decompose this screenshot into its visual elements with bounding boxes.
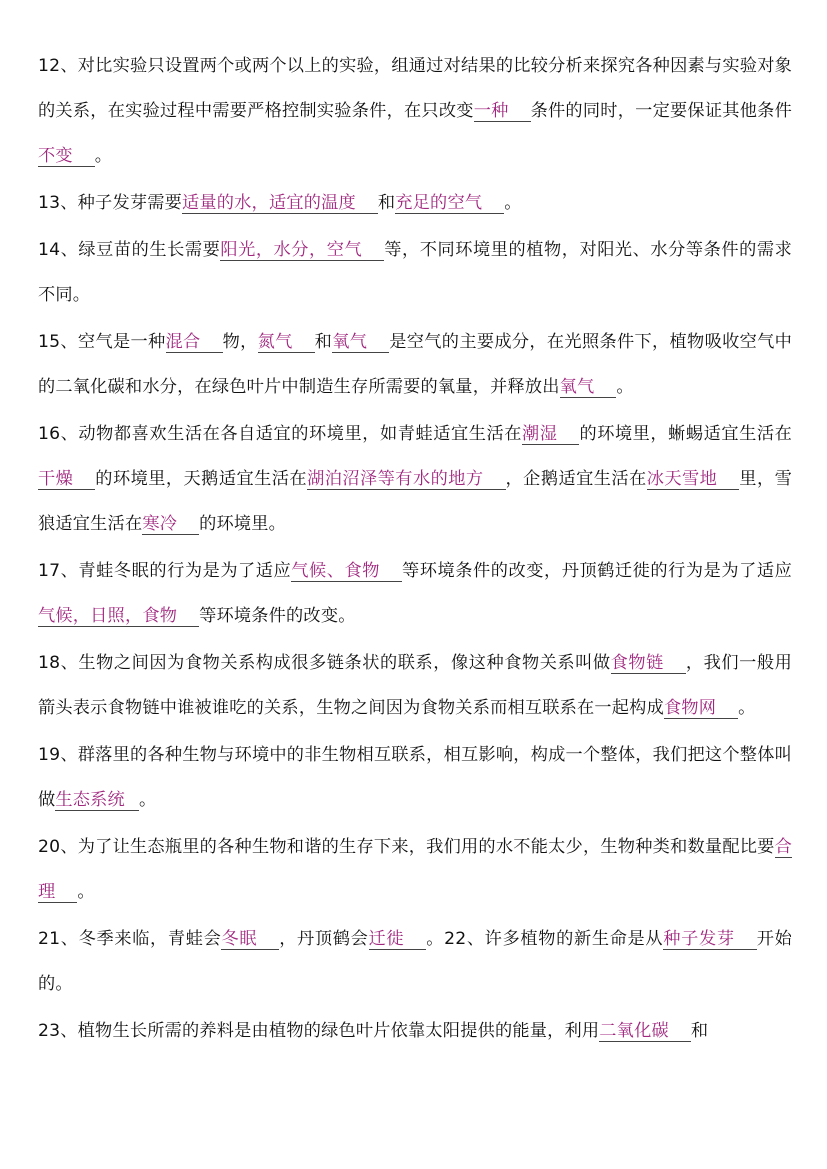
question-14 — [38, 228, 792, 318]
answer-blank: 不变 — [38, 146, 95, 167]
question-text: 。22、许多植物的新生命是从 — [426, 929, 664, 949]
question-20 — [38, 825, 792, 915]
question-number: 12 — [38, 56, 61, 76]
answer-blank: 氮气 — [258, 332, 315, 353]
answer-blank: 一种 — [474, 101, 531, 122]
question-text: 、绿豆苗的生长需要 — [60, 240, 221, 260]
answer-blank: 二氧化碳 — [599, 1021, 691, 1042]
question-number: 19 — [38, 745, 61, 765]
answer-blank: 种子发芽 — [663, 929, 756, 950]
question-text: 等环境条件的改变。 — [199, 606, 356, 626]
question-text: 、对比实验只设置两个或两个以上的实验，组通过对结果的比较分析来探究各种因素与实验对象的关系，在实验过程中需要严格控制实验条件，在只改变 — [38, 56, 792, 121]
question-text: 和 — [314, 332, 333, 352]
question-text: 、动物都喜欢生活在各自适宜的环境里，如青蛙适宜生活在 — [60, 424, 522, 444]
question-text: 。 — [504, 193, 522, 213]
answer-blank: 气候、食物 — [291, 561, 402, 582]
question-text: 等，不同环境里的植物，对阳光、水分等条件的需求不同。 — [38, 240, 792, 305]
answer-blank: 迁徙 — [369, 929, 427, 950]
answer-blank: 潮湿 — [522, 424, 580, 445]
question-text: ，企鹅适宜生活在 — [505, 469, 647, 489]
question-text: 、生物之间因为食物关系构成很多链条状的联系，像这种食物关系叫做 — [60, 653, 611, 673]
question-number: 20 — [38, 837, 61, 857]
answer-blank: 适量的水，适宜的温度 — [182, 193, 378, 214]
question-number: 15 — [38, 332, 61, 352]
question-text: 的环境里，天鹅适宜生活在 — [95, 469, 308, 489]
question-text: 、青蛙冬眠的行为是为了适应 — [60, 561, 292, 581]
question-16 — [38, 412, 792, 547]
question-text: 和 — [377, 193, 396, 213]
answer-blank: 氧气 — [332, 332, 389, 353]
answer-blank: 气候，日照，食物 — [38, 606, 199, 627]
answer-blank: 干燥 — [38, 469, 95, 490]
question-text: 和 — [690, 1021, 709, 1041]
question-text: 是空气的主要成分，在光照条件下，植物吸收空气中的二氧化碳和水分，在绿色叶片中制造生存所需要的氧量，并释放出 — [38, 332, 793, 397]
question-text: ，我们一般用箭头表示食物链中谁被谁吃的关系，生物之间因为食物关系而相互联系在一起构成 — [38, 653, 793, 718]
answer-blank: 合理 — [38, 837, 792, 902]
question-text: 。 — [616, 377, 634, 397]
answer-blank: 寒冷 — [142, 514, 199, 535]
question-text: 的环境里，蜥蜴适宜生活在 — [579, 424, 793, 444]
question-19 — [38, 733, 792, 823]
question-21 — [38, 917, 792, 1007]
document-page — [38, 44, 792, 1056]
question-12 — [38, 44, 792, 179]
question-number: 17 — [38, 561, 61, 581]
question-text: 、空气是一种 — [60, 332, 166, 352]
question-text: 。 — [94, 146, 113, 166]
question-text: ，丹顶鹤会 — [279, 929, 369, 949]
answer-blank: 氧气 — [560, 377, 617, 398]
question-15 — [38, 320, 792, 410]
question-text: 。 — [138, 790, 157, 810]
question-text: 、为了让生态瓶里的各种生物和谐的生存下来，我们用的水不能太少，生物种类和数量配比要 — [60, 837, 775, 857]
question-18 — [38, 641, 792, 731]
question-number: 18 — [38, 653, 61, 673]
question-text: 。 — [738, 698, 756, 718]
question-text: 开始的。 — [38, 929, 792, 994]
question-text: 、植物生长所需的养料是由植物的绿色叶片依靠太阳提供的能量，利用 — [60, 1021, 600, 1041]
answer-blank: 食物网 — [664, 698, 738, 719]
answer-blank: 冬眠 — [221, 929, 279, 950]
question-text: 里，雪狼适宜生活在 — [38, 469, 792, 534]
question-17 — [38, 549, 792, 639]
question-number: 21 — [38, 929, 61, 949]
question-number: 13 — [38, 193, 61, 213]
question-number: 23 — [38, 1021, 61, 1041]
question-text: 、冬季来临，青蛙会 — [60, 929, 222, 949]
question-text: 、群落里的各种生物与环境中的非生物相互联系，相互影响，构成一个整体，我们把这个整体叫做 — [38, 745, 792, 810]
question-text: 、种子发芽需要 — [60, 193, 182, 213]
question-text: 等环境条件的改变，丹顶鹤迁徙的行为是为了适应 — [402, 561, 792, 581]
answer-blank: 充足的空气 — [395, 193, 504, 214]
question-13 — [38, 181, 792, 226]
question-text: 。 — [77, 882, 95, 902]
question-23 — [38, 1009, 792, 1054]
answer-blank: 阳光，水分，空气 — [220, 240, 384, 261]
answer-blank: 湖泊沼泽等有水的地方 — [307, 469, 505, 490]
answer-blank: 食物链 — [611, 653, 686, 674]
question-number: 16 — [38, 424, 61, 444]
answer-blank: 生态系统 — [55, 790, 139, 811]
question-text: 的环境里。 — [199, 514, 287, 534]
answer-blank: 冰天雪地 — [647, 469, 740, 490]
question-text: 物， — [222, 332, 258, 352]
answer-blank: 混合 — [166, 332, 223, 353]
question-number: 14 — [38, 240, 61, 260]
question-text: 条件的同时，一定要保证其他条件 — [530, 101, 792, 121]
